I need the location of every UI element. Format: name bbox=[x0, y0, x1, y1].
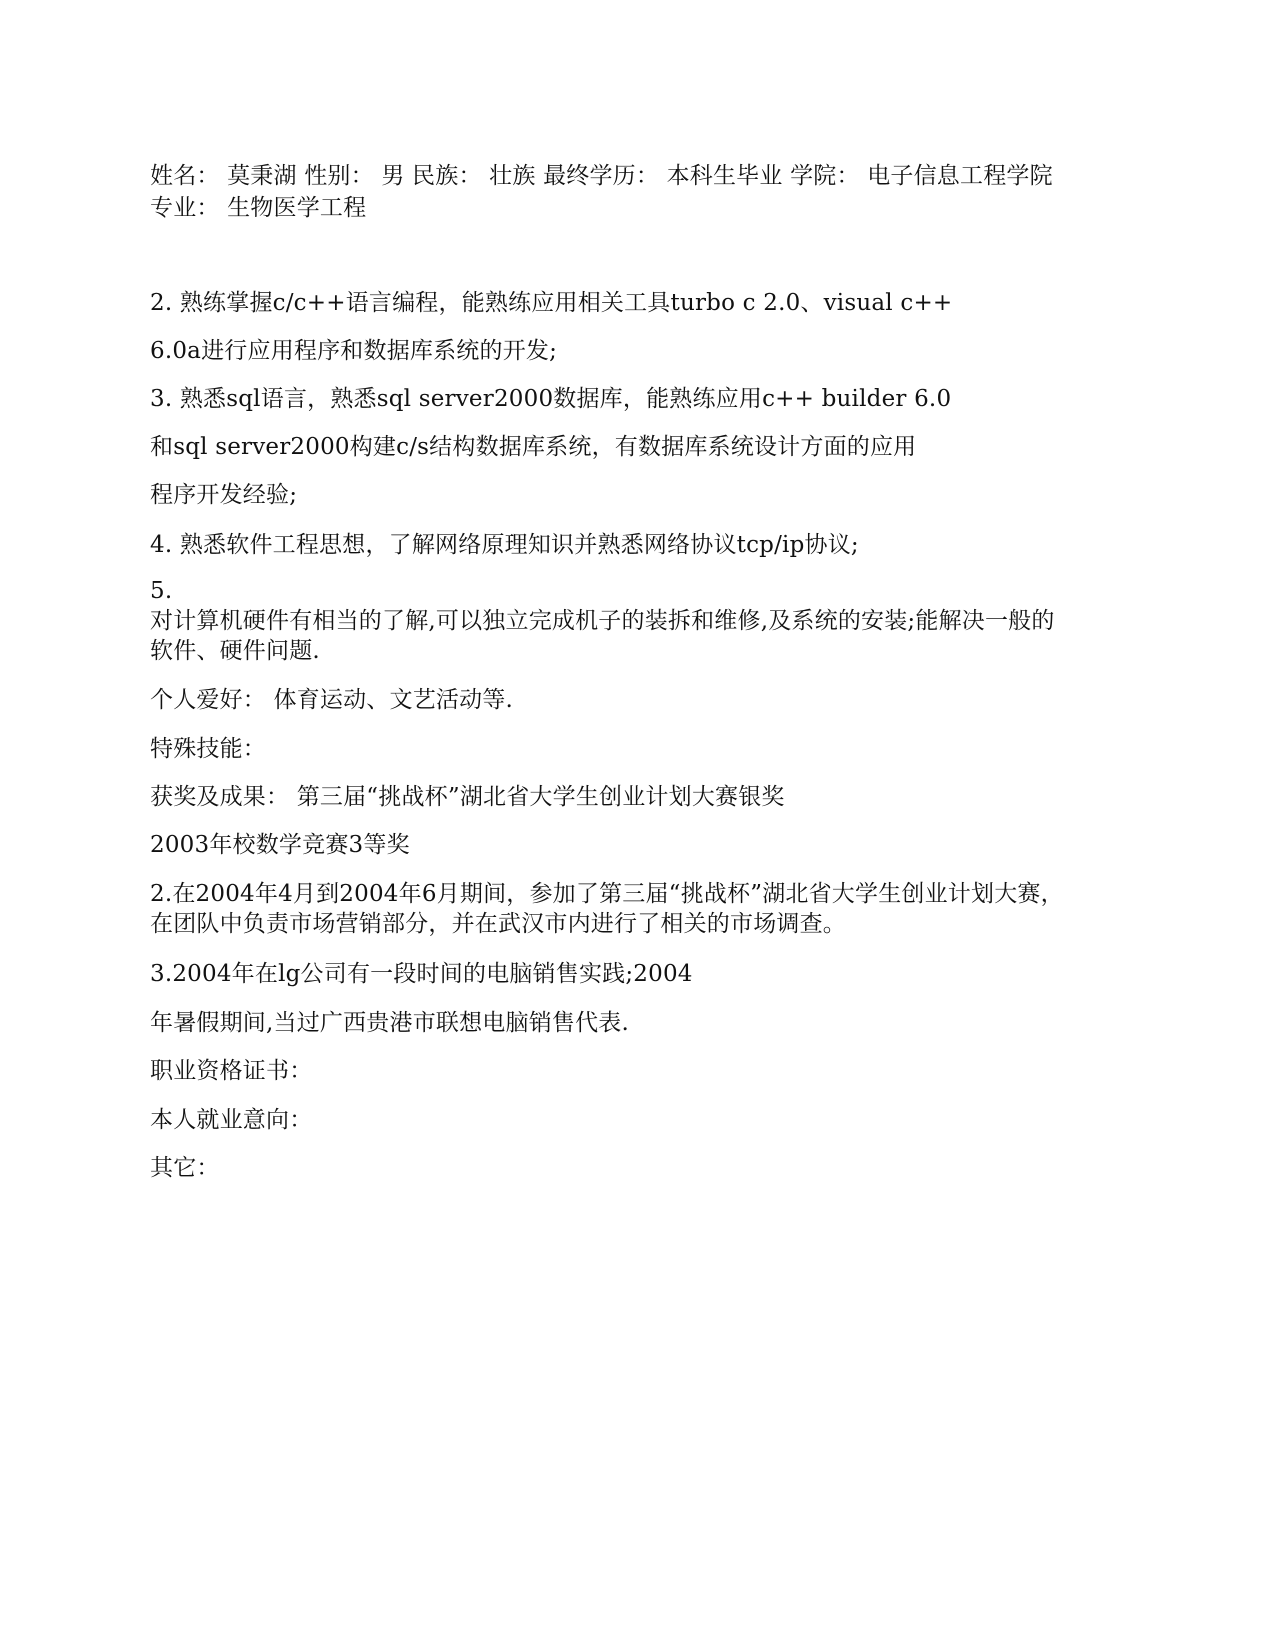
experience-2-line-2: 在团队中负责市场营销部分，并在武汉市内进行了相关的市场调查。 bbox=[150, 911, 846, 937]
major-line: 专业： 生物医学工程 bbox=[150, 195, 367, 221]
skill-3-line-1: 3. 熟悉sql语言，熟悉sql server2000数据库，能熟练应用c++ builder 6.0 bbox=[150, 386, 952, 412]
special-skills-line: 特殊技能： bbox=[150, 736, 266, 762]
math-award-line: 2003年校数学竞赛3等奖 bbox=[150, 832, 410, 858]
other-line: 其它： bbox=[150, 1155, 220, 1181]
experience-2-line-1: 2.在2004年4月到2004年6月期间，参加了第三届“挑战杯”湖北省大学生创业计划大赛， bbox=[150, 881, 1064, 907]
skill-5-line-2: 软件、硬件问题. bbox=[150, 638, 320, 664]
experience-3-line-2: 年暑假期间,当过广西贵港市联想电脑销售代表. bbox=[150, 1010, 630, 1036]
job-intention-line: 本人就业意向： bbox=[150, 1107, 313, 1133]
skill-4-line: 4. 熟悉软件工程思想，了解网络原理知识并熟悉网络协议tcp/ip协议; bbox=[150, 532, 859, 558]
skill-5-number: 5. bbox=[150, 578, 173, 604]
skill-2-line-2: 6.0a进行应用程序和数据库系统的开发; bbox=[150, 338, 558, 364]
skill-5-line-1: 对计算机硬件有相当的了解,可以独立完成机子的装拆和维修,及系统的安装;能解决一般的 bbox=[150, 608, 1055, 634]
experience-3-line-1: 3.2004年在lg公司有一段时间的电脑销售实践;2004 bbox=[150, 961, 693, 987]
skill-3-line-3: 程序开发经验; bbox=[150, 482, 298, 508]
certificates-line: 职业资格证书： bbox=[150, 1058, 313, 1084]
awards-line: 获奖及成果： 第三届“挑战杯”湖北省大学生创业计划大赛银奖 bbox=[150, 784, 785, 810]
skill-3-line-2: 和sql server2000构建c/s结构数据库系统，有数据库系统设计方面的应用 bbox=[150, 434, 917, 460]
skill-2-line-1: 2. 熟练掌握c/c++语言编程，能熟练应用相关工具turbo c 2.0、visual c++ bbox=[150, 290, 953, 316]
hobbies-line: 个人爱好： 体育运动、文艺活动等. bbox=[150, 687, 514, 713]
personal-info-line: 姓名： 莫秉湖 性别： 男 民族： 壮族 最终学历： 本科生毕业 学院： 电子信息工程学院 bbox=[150, 163, 1053, 189]
